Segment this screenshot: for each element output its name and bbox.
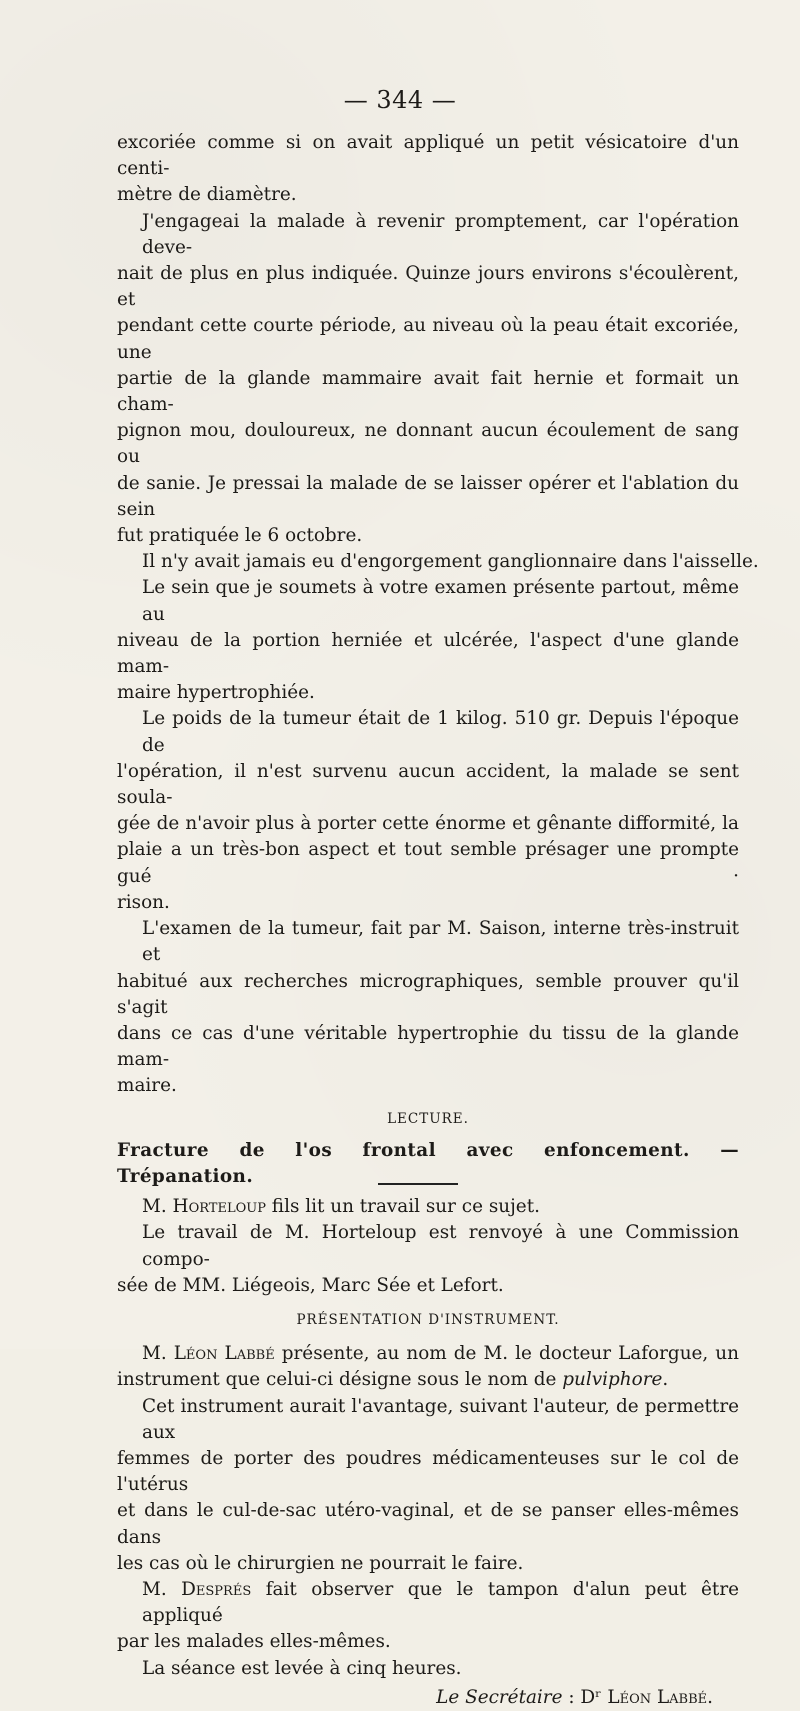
text-suffix: fils lit un travail sur ce sujet. [265,1196,540,1218]
body-line: Il n'y avait jamais eu d'engorgement ganglionnaire dans l'aisselle. [142,551,759,573]
body-line: maire hypertrophiée. [117,682,315,704]
text-suffix: . [662,1369,669,1391]
presentation-line: La séance est levée à cinq heures. [142,1657,462,1679]
body-line: mètre de diamètre. [117,184,297,206]
person-name: Léon Labbé [173,1343,275,1365]
presentation-line [117,1367,739,1393]
presentation-line: Cet instrument aurait l'avantage, suivant l'auteur, de permettre aux [142,1395,739,1443]
presentation-line: par les malades elles-mêmes. [117,1631,391,1653]
text-prefix: M. [142,1196,173,1218]
text-suffix: fait observer que le tampon d'alun peut être appliqué [142,1578,739,1627]
body-line: partie de la glande mammaire avait fait hernie et formait un cham- [117,367,739,416]
lecture-line: sée de MM. Liégeois, Marc Sée et Lefort. [117,1274,504,1296]
person-name: Després [181,1578,252,1600]
presentation-line: et dans le cul-de-sac utéro-vaginal, et de se panser elles-mêmes dans [117,1500,739,1548]
presentation-line: les cas où le chirurgien ne pourrait le faire. [117,1552,524,1574]
instrument-name: pulviphore [562,1369,663,1391]
person-name: Horteloup [172,1196,266,1218]
body-line: habitué aux recherches micrographiques, semble prouver qu'il s'agit [117,970,739,1018]
page-body [117,130,759,1711]
body-line: rison. [117,891,170,913]
page-number: — 344 — [343,86,457,114]
body-line: de sanie. Je pressai la malade de se laisser opérer et l'ablation du sein [117,472,739,520]
section-heading-presentation: PRÉSENTATION D'INSTRUMENT. [296,1311,560,1328]
section-heading-lecture: LECTURE. [387,1110,469,1127]
body-line: dans ce cas d'une véritable hypertrophie du tissu de la glande mam- [117,1022,739,1071]
lecture-line [117,1194,739,1220]
signature-line [117,1685,739,1711]
presentation-line: femmes de porter des poudres médicamenteuses sur le col de l'utérus [117,1447,739,1496]
body-line: plaie a un très-bon aspect et tout semble présager une prompte gué · [117,839,739,887]
presentation-line [117,1577,739,1629]
text-suffix: présente, au nom de M. le docteur Laforgue, un [274,1343,739,1365]
body-line: pignon mou, douloureux, ne donnant aucun écoulement de sang ou [117,420,739,468]
body-line: Le sein que je soumets à votre examen présente partout, même au [142,577,739,625]
body-line: L'examen de la tumeur, fait par M. Saison, interne très-instruit et [142,918,739,966]
text-prefix: M. [142,1343,174,1365]
presentation-line [117,1341,739,1367]
body-line: excoriée comme si on avait appliqué un petit vésicatoire d'un centi- [117,132,739,180]
closing-rule [378,1183,458,1185]
body-line: maire. [117,1075,177,1097]
body-line: nait de plus en plus indiquée. Quinze jours environs s'écoulèrent, et [117,263,739,311]
lecture-title: Fracture de l'os frontal avec enfoncement. — Trépanation. [117,1139,739,1187]
body-line: fut pratiquée le 6 octobre. [117,525,363,547]
body-line: J'engageai la malade à revenir promptement, car l'opération deve- [142,210,739,258]
body-line: gée de n'avoir plus à porter cette énorme et gênante difformité, la [117,813,739,835]
lecture-line: Le travail de M. Horteloup est renvoyé à une Commission compo- [142,1222,739,1270]
text-prefix: M. [142,1578,182,1600]
body-line: Le poids de la tumeur était de 1 kilog. 510 gr. Depuis l'époque de [142,708,739,756]
signature-title: Dʳ [580,1686,602,1708]
body-line: pendant cette courte période, au niveau où la peau était excoriée, une [117,315,739,363]
body-line: niveau de la portion herniée et ulcérée, l'aspect d'une glande mam- [117,629,739,678]
signature-separator: : [562,1686,581,1708]
signature-role: Le Secrétaire [436,1686,563,1708]
signature-name: Léon Labbé. [607,1686,713,1708]
text-prefix: instrument que celui-ci désigne sous le nom de [117,1369,563,1391]
body-line: l'opération, il n'est survenu aucun accident, la malade se sent soula- [117,760,739,809]
